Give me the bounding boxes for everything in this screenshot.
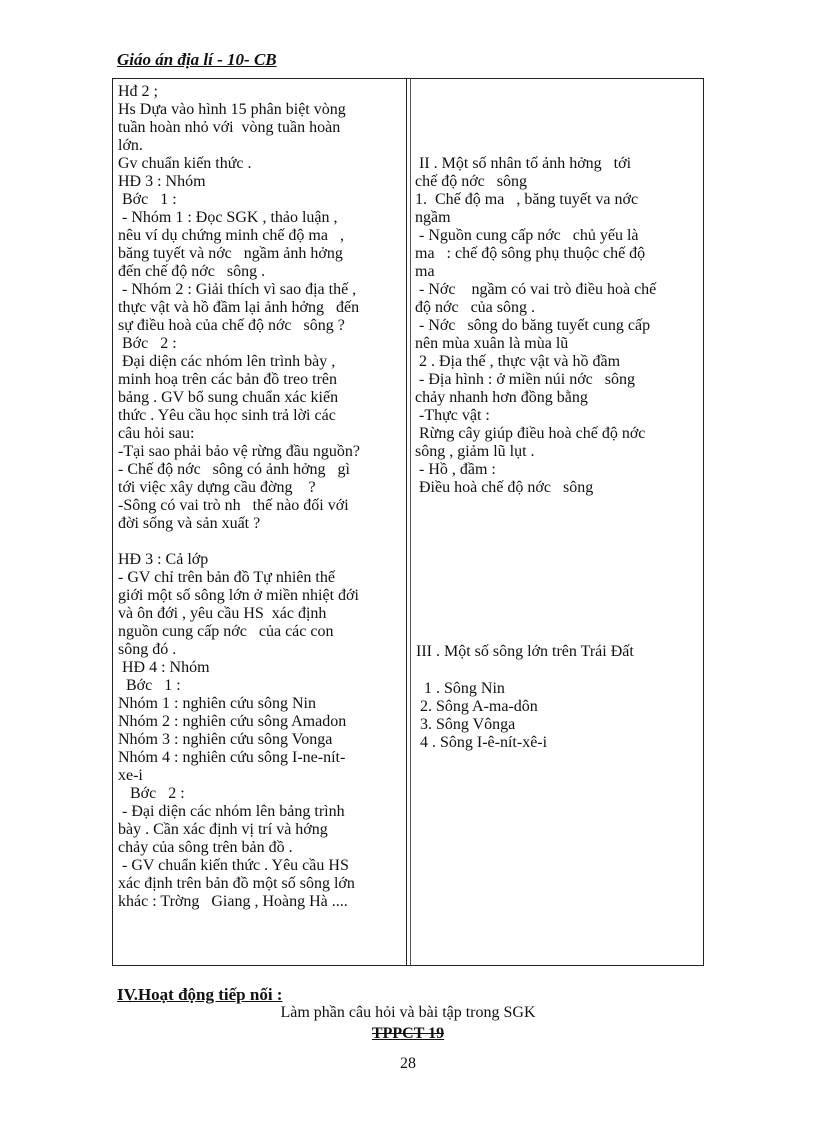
text-line: Hs Dựa vào hình 15 phân biệt vòng: [118, 101, 346, 118]
text-line: nguồn cung cấp nớc của các con: [118, 623, 334, 640]
text-line: - Địa hình : ở miền núi nớc sông: [415, 371, 636, 388]
text-line: [118, 533, 403, 551]
text-line: HĐ 3 : Cả lớp: [118, 551, 209, 568]
text-line: - Đại diện các nhóm lên bảng trình: [118, 803, 345, 820]
river-item: 2. Sông A-ma-dôn: [420, 698, 538, 715]
section-3-title: III . Một số sông lớn trên Trái Đất: [416, 643, 634, 660]
text-line: Bớc 1 :: [118, 191, 177, 208]
text-line: Đại diện các nhóm lên trình bày ,: [118, 353, 336, 370]
text-line: -Sông có vai trò nh thế nào đối với: [118, 497, 349, 514]
text-line: Bớc 2 :: [118, 335, 177, 352]
text-line: - Nhóm 1 : Đọc SGK , thảo luận ,: [118, 209, 338, 226]
text-line: xác định trên bản đồ một số sông lớn: [118, 875, 355, 892]
column-divider: [406, 78, 407, 966]
text-line: khác : Trờng Giang , Hoàng Hà ....: [118, 893, 348, 910]
text-line: thức . Yêu cầu học sinh trả lời các: [118, 407, 336, 424]
text-line: chảy nhanh hơn đồng bằng: [415, 389, 588, 406]
text-line: Hđ 2 ;: [118, 83, 158, 100]
river-item: 3. Sông Vônga: [420, 716, 516, 733]
column-divider-inner: [410, 78, 411, 966]
text-line: bảng . GV bổ sung chuẩn xác kiến: [118, 389, 339, 406]
text-line: đến chế độ nớc sông .: [118, 263, 266, 280]
text-line: - Nhóm 2 : Giải thích vì sao địa thế ,: [118, 281, 357, 298]
rivers-list: [420, 680, 547, 752]
text-line: - Chế độ nớc sông có ảnh hởng gì: [118, 461, 350, 478]
text-line: và ôn đới , yêu cầu HS xác định: [118, 605, 327, 622]
text-line: Nhóm 4 : nghiên cứu sông I-ne-nít-: [118, 749, 346, 766]
text-line: Nhóm 2 : nghiên cứu sông Amadon: [118, 713, 347, 730]
text-line: Bớc 2 :: [118, 785, 185, 802]
text-line: Bớc 1 :: [118, 677, 181, 694]
text-line: câu hỏi sau:: [118, 425, 195, 442]
document-header: Giáo án địa lí - 10- CB: [117, 50, 277, 69]
text-line: bày . Cần xác định vị trí và hớng: [118, 821, 328, 838]
text-line: chảy của sông trên bản đồ .: [118, 839, 293, 856]
text-line: đời sống và sản xuất ?: [118, 515, 261, 532]
text-line: sông , giảm lũ lụt .: [415, 443, 535, 460]
text-line: tuần hoàn nhỏ với vòng tuần hoàn: [118, 119, 341, 136]
text-line: Nhóm 3 : nghiên cứu sông Vonga: [118, 731, 333, 748]
text-line: ma: [415, 263, 435, 280]
text-line: ma : chế độ sông phụ thuộc chế độ: [415, 245, 646, 262]
text-line: Điều hoà chế độ nớc sông: [415, 479, 594, 496]
river-item: 4 . Sông I-ê-nít-xê-i: [420, 734, 548, 751]
text-line: nên mùa xuân là mùa lũ: [415, 335, 569, 352]
text-line: băng tuyết và nớc ngầm ảnh hởng: [118, 245, 343, 262]
text-line: chế độ nớc sông: [415, 173, 527, 190]
text-line: độ nớc của sông .: [415, 299, 535, 316]
text-line: sông đó .: [118, 641, 177, 658]
text-line: lớn.: [118, 137, 143, 154]
text-line: thực vật và hồ đầm lại ảnh hởng đến: [118, 299, 360, 316]
text-line: HĐ 3 : Nhóm: [118, 173, 206, 190]
text-line: - Nớc ngầm có vai trò điều hoà chế: [415, 281, 657, 298]
text-line: -Thực vật :: [415, 407, 490, 424]
text-line: minh hoạ trên các bản đồ treo trên: [118, 371, 338, 388]
homework-text: Làm phần câu hỏi và bài tập trong SGK: [280, 1004, 536, 1021]
text-line: nêu ví dụ chứng minh chế độ ma ,: [118, 227, 344, 244]
text-line: Gv chuẩn kiến thức .: [118, 155, 252, 172]
page-number: 28: [400, 1055, 416, 1072]
text-line: - Nguồn cung cấp nớc chủ yếu là: [415, 227, 639, 244]
text-line: HĐ 4 : Nhóm: [118, 659, 210, 676]
river-item: 1 . Sông Nin: [420, 680, 505, 697]
content-column: [415, 155, 700, 497]
text-line: ngầm: [415, 209, 451, 226]
lesson-code: TPPCT 19: [371, 1025, 445, 1042]
text-line: II . Một số nhân tố ảnh hởng tới: [415, 155, 632, 172]
next-activity-title: IV.Hoạt động tiếp nối :: [117, 985, 283, 1004]
text-line: xe-i: [118, 767, 143, 784]
text-line: Nhóm 1 : nghiên cứu sông Nin: [118, 695, 316, 712]
text-line: 2 . Địa thế , thực vật và hồ đầm: [415, 353, 621, 370]
text-line: sự điều hoà của chế độ nớc sông ?: [118, 317, 345, 334]
text-line: -Tại sao phải bảo vệ rừng đầu nguồn?: [118, 443, 360, 460]
text-line: Rừng cây giúp điều hoà chế độ nớc: [415, 425, 646, 442]
text-line: giới một số sông lớn ở miền nhiệt đới: [118, 587, 359, 604]
text-line: - Nớc sông do băng tuyết cung cấp: [415, 317, 651, 334]
activities-column: [118, 83, 403, 911]
text-line: 1. Chế độ ma , băng tuyết va nớc: [415, 191, 639, 208]
text-line: - GV chuẩn kiến thức . Yêu cầu HS: [118, 857, 349, 874]
text-line: - Hồ , đầm :: [415, 461, 496, 478]
text-line: - GV chỉ trên bản đồ Tự nhiên thế: [118, 569, 335, 586]
text-line: tới việc xây dựng cầu đờng ?: [118, 479, 316, 496]
